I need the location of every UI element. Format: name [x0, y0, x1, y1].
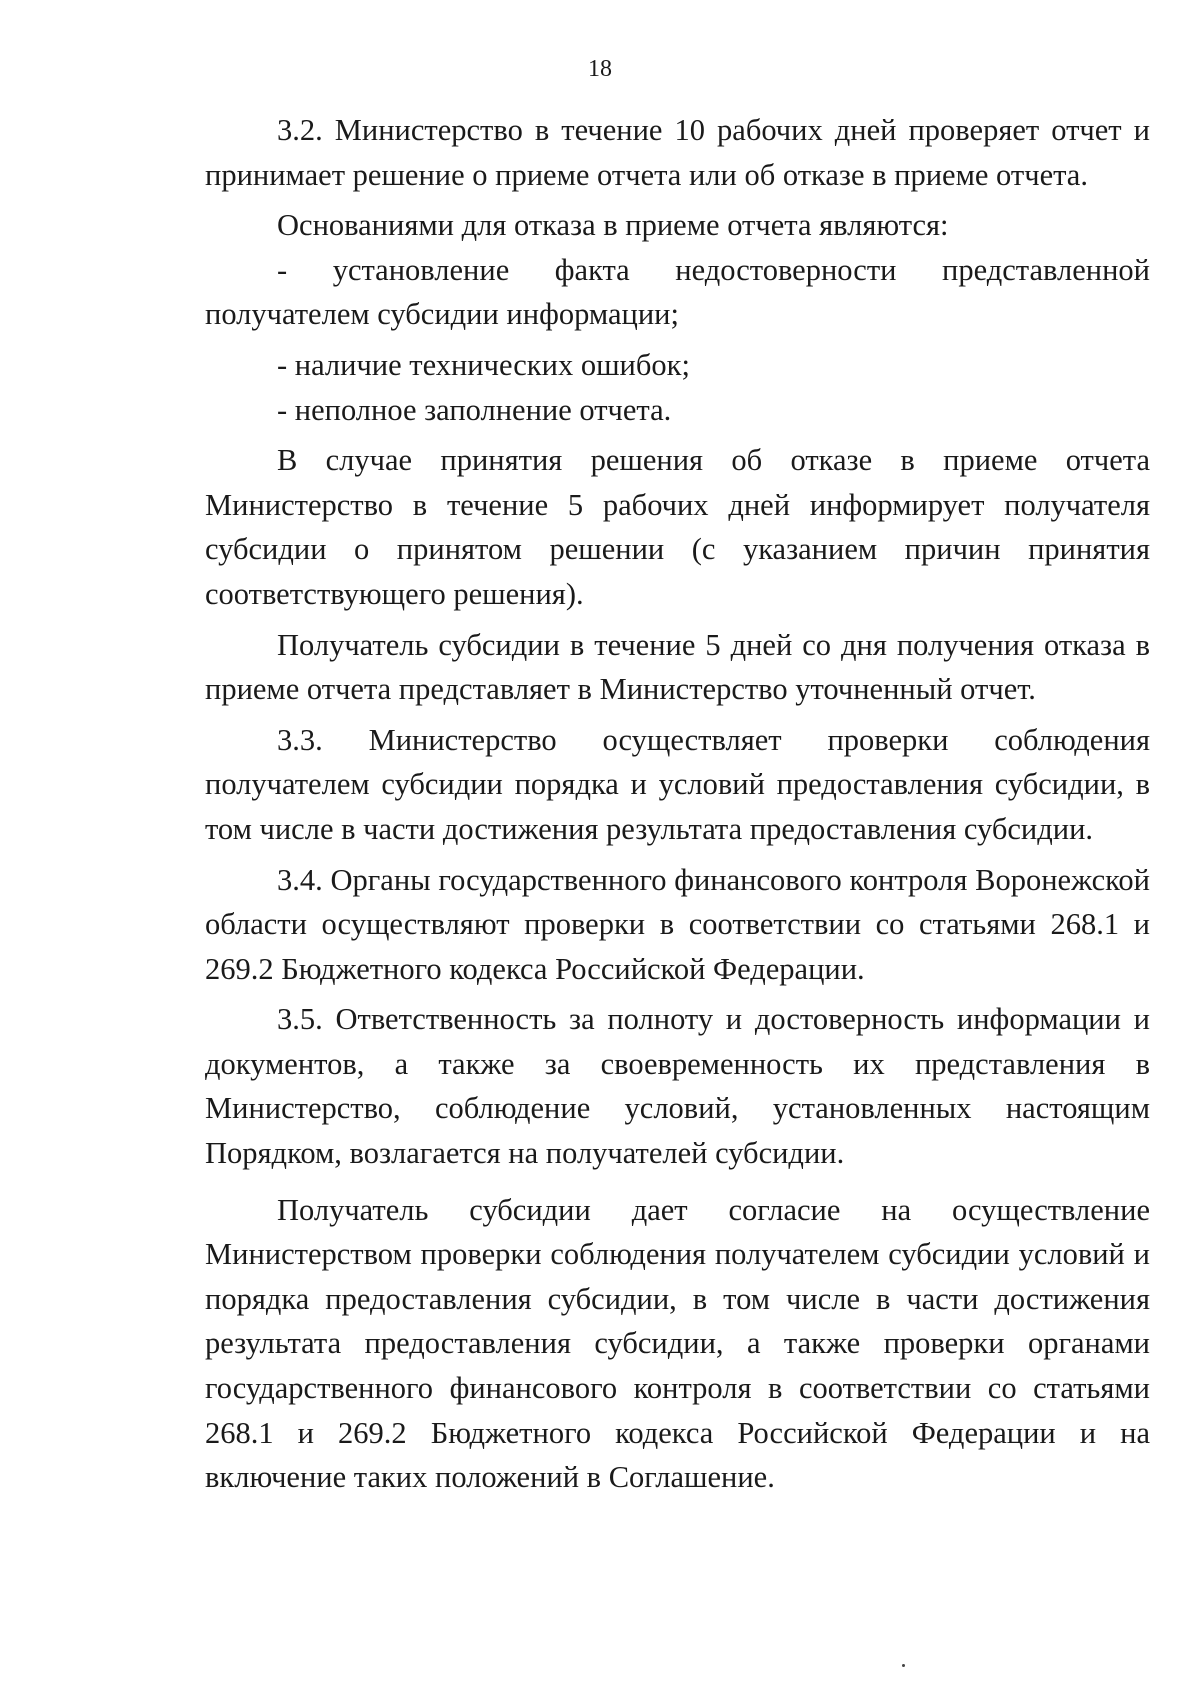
- paragraph-3-2: 3.2. Министерство в течение 10 рабочих дней проверяет отчет и принимает решение о приеме отчета или об отказе в приеме отчета.: [205, 113, 1150, 192]
- paragraph-refusal-grounds: Основаниями для отказа в приеме отчета являются:: [277, 208, 949, 243]
- page-number: 18: [588, 56, 612, 82]
- scan-speck: [902, 1664, 905, 1667]
- paragraph-refusal-notice: В случае принятия решения об отказе в приеме отчета Министерство в течение 5 рабочих дней информирует получателя субсидии о принятом решении (с указанием причин принятия соответствующего решения).: [205, 443, 1150, 611]
- list-item-technical-errors: - наличие технических ошибок;: [277, 347, 690, 382]
- list-item-unreliable-info: - установление факта недостоверности представленной получателем субсидии информации;: [205, 252, 1150, 332]
- paragraph-consent: Получатель субсидии дает согласие на осуществление Министерством проверки соблюдения получателем субсидии условий и порядка предоставления субсидии, в том числе в части достижения результата предоставления субсидии, а также проверки органами государственного финансового контроля в соответствии со статьями 268.1 и 269.2 Бюджетного кодекса Российской Федерации и на включение таких положений в Соглашение.: [205, 1192, 1150, 1495]
- paragraph-3-3: 3.3. Министерство осуществляет проверки соблюдения получателем субсидии порядка и условий предоставления субсидии, в том числе в части достижения результата предоставления субсидии.: [205, 722, 1150, 846]
- paragraph-3-4: 3.4. Органы государственного финансового контроля Воронежской области осуществляют проверки в соответствии со статьями 268.1 и 269.2 Бюджетного кодекса Российской Федерации.: [205, 862, 1150, 986]
- document-body: [205, 108, 1150, 1500]
- paragraph-3-5: 3.5. Ответственность за полноту и достоверность информации и документов, а также за своевременность их представления в Министерство, соблюдение условий, установленных настоящим Порядком, возлагается на получателей субсидии.: [205, 1002, 1150, 1171]
- paragraph-corrected-report: Получатель субсидии в течение 5 дней со дня получения отказа в приеме отчета представляет в Министерство уточненный отчет.: [205, 627, 1150, 707]
- list-item-incomplete-report: - неполное заполнение отчета.: [277, 392, 672, 427]
